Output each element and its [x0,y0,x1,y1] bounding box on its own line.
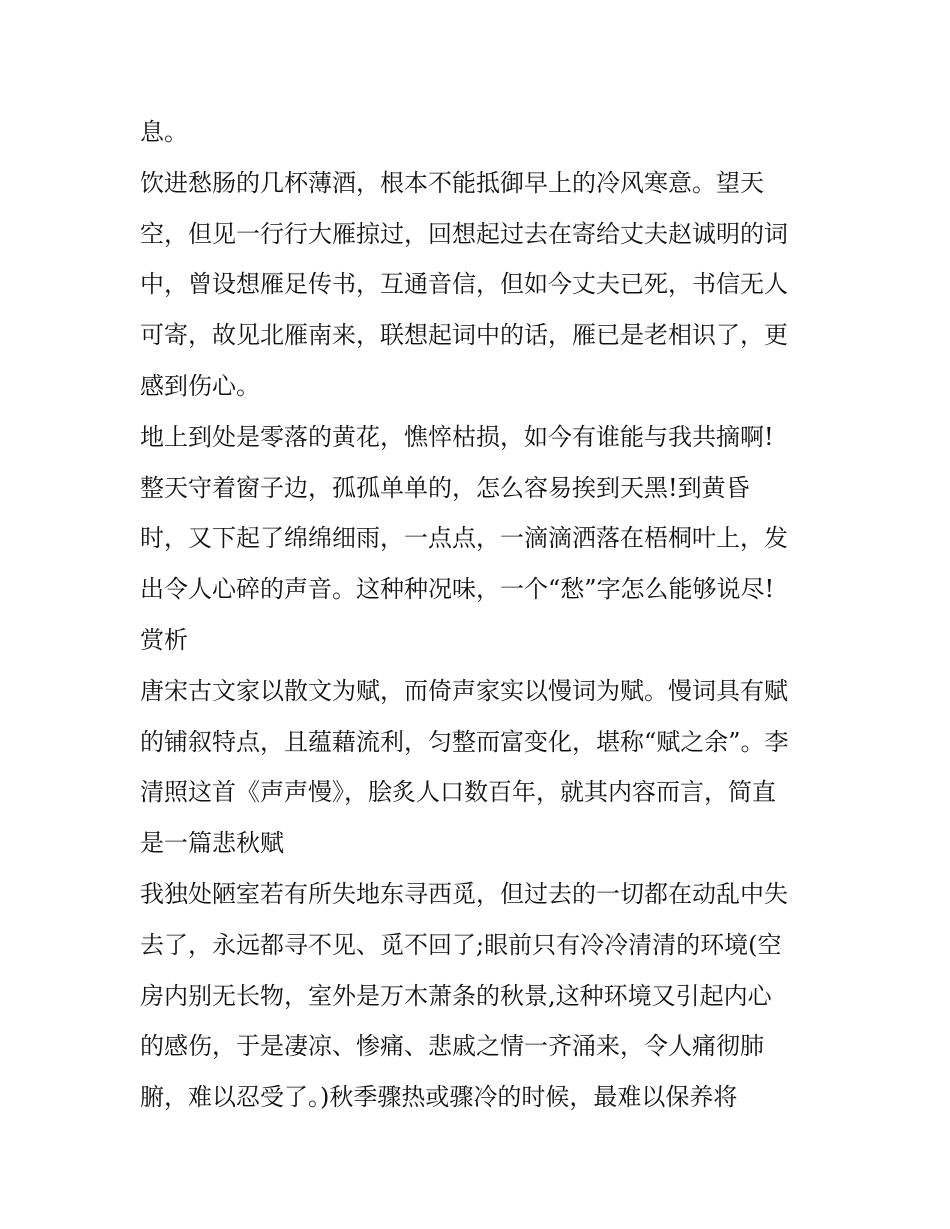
text-line: 空，但见一行行大雁掠过，回想起过去在寄给丈夫赵诚明的词 [140,219,788,248]
text-line: 出令人心碎的声音。这种种况味，一个“愁”字怎么能够说尽! [140,575,775,604]
text-line: 的铺叙特点，且蕴藉流利，匀整而富变化，堪称“赋之余”。李 [140,727,789,756]
text-line: 中，曾设想雁足传书，互通音信，但如今丈夫已死，书信无人 [140,270,788,299]
text-line: 地上到处是零落的黄花，憔悴枯损，如今有谁能与我共摘啊! [140,422,774,451]
text-line: 房内别无长物，室外是万木萧条的秋景,这种环境又引起内心 [140,981,772,1010]
text-line: 腑，难以忍受了。)秋季骤热或骤冷的时候，最难以保养将 [140,1083,738,1112]
text-line: 整天守着窗子边，孤孤单单的，怎么容易挨到天黑!到黄昏 [140,473,750,502]
text-line: 的感伤，于是凄凉、惨痛、悲戚之情一齐涌来，令人痛彻肺 [140,1032,764,1061]
document-body [140,107,820,1123]
text-line: 感到伤心。 [140,371,260,400]
section-heading: 赏析 [140,625,188,654]
text-line: 是一篇悲秋赋 [140,829,284,858]
text-line: 我独处陋室若有所失地东寻西觅，但过去的一切都在动乱中失 [140,879,788,908]
text-line: 去了，永远都寻不见、觅不回了;眼前只有冷冷清清的环境(空 [140,930,782,959]
text-line: 唐宋古文家以散文为赋，而倚声家实以慢词为赋。慢词具有赋 [140,676,788,705]
text-line: 息。 [140,118,188,146]
text-line: 可寄，故见北雁南来，联想起词中的话，雁已是老相识了，更 [140,321,788,350]
text-line: 清照这首《声声慢》，脍炙人口数百年，就其内容而言，简直 [140,778,776,807]
text-line: 时，又下起了绵绵细雨，一点点，一滴滴洒落在梧桐叶上，发 [140,524,788,553]
text-line: 饮进愁肠的几杯薄酒，根本不能抵御早上的冷风寒意。望天 [140,168,764,197]
